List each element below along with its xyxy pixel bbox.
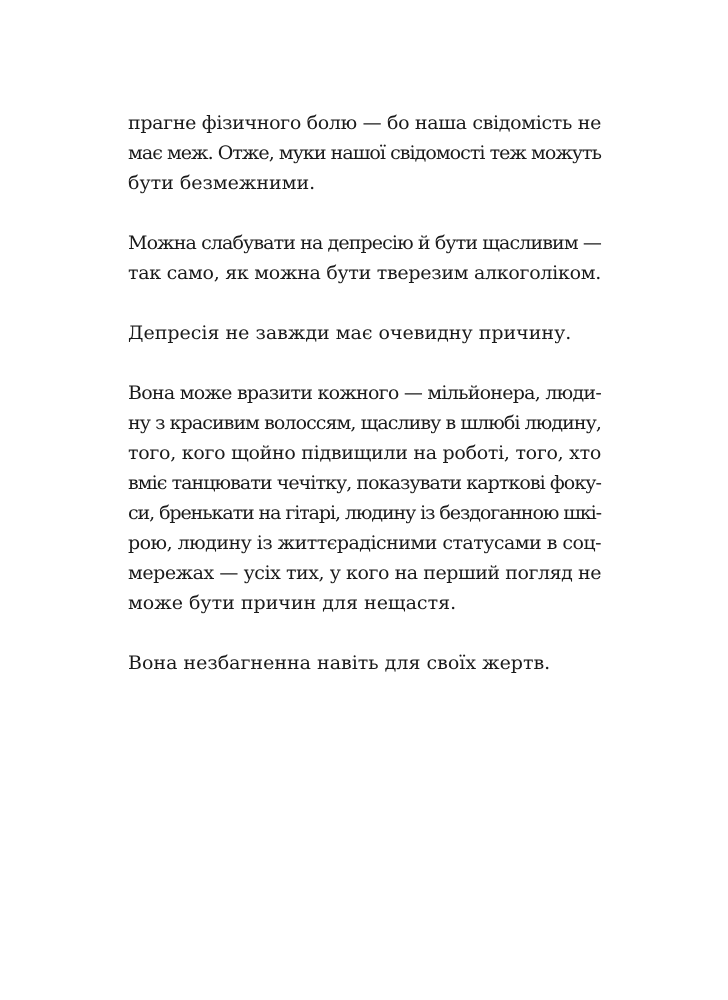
- text-line: си, бренькати на гітарі, людину із бездоганною шкі-: [128, 502, 601, 524]
- text-line: рою, людину із життєрадісними статусами в соц-: [128, 532, 601, 554]
- text-line: має меж. Отже, муки нашої свідомості теж можуть: [128, 142, 602, 164]
- text-line: Вона незбагненна навіть для своїх жертв.: [128, 652, 551, 674]
- text-line: бути безмежними.: [128, 172, 316, 194]
- paragraph: [128, 108, 601, 198]
- text-line: ну з красивим волоссям, щасливу в шлюбі людину,: [128, 412, 601, 434]
- text-line: так само, як можна бути тверезим алкоголіком.: [128, 262, 601, 284]
- text-line: може бути причин для нещастя.: [128, 592, 457, 614]
- text-line: мережах — усіх тих, у кого на перший погляд не: [128, 562, 601, 584]
- text-line: вміє танцювати чечітку, показувати карткові фоку-: [128, 472, 601, 494]
- paragraph: [128, 648, 601, 678]
- paragraph: [128, 318, 601, 348]
- body-text: [128, 108, 601, 708]
- text-line: Вона може вразити кожного — мільйонера, люди-: [128, 382, 601, 404]
- paragraph: [128, 228, 601, 288]
- paragraph: [128, 378, 601, 618]
- text-line: прагне фізичного болю — бо наша свідомість не: [128, 112, 601, 134]
- text-line: Депресія не завжди має очевидну причину.: [128, 322, 572, 344]
- text-line: того, кого щойно підвищили на роботі, того, хто: [128, 442, 601, 464]
- text-line: Можна слабувати на депресію й бути щасливим —: [128, 232, 601, 254]
